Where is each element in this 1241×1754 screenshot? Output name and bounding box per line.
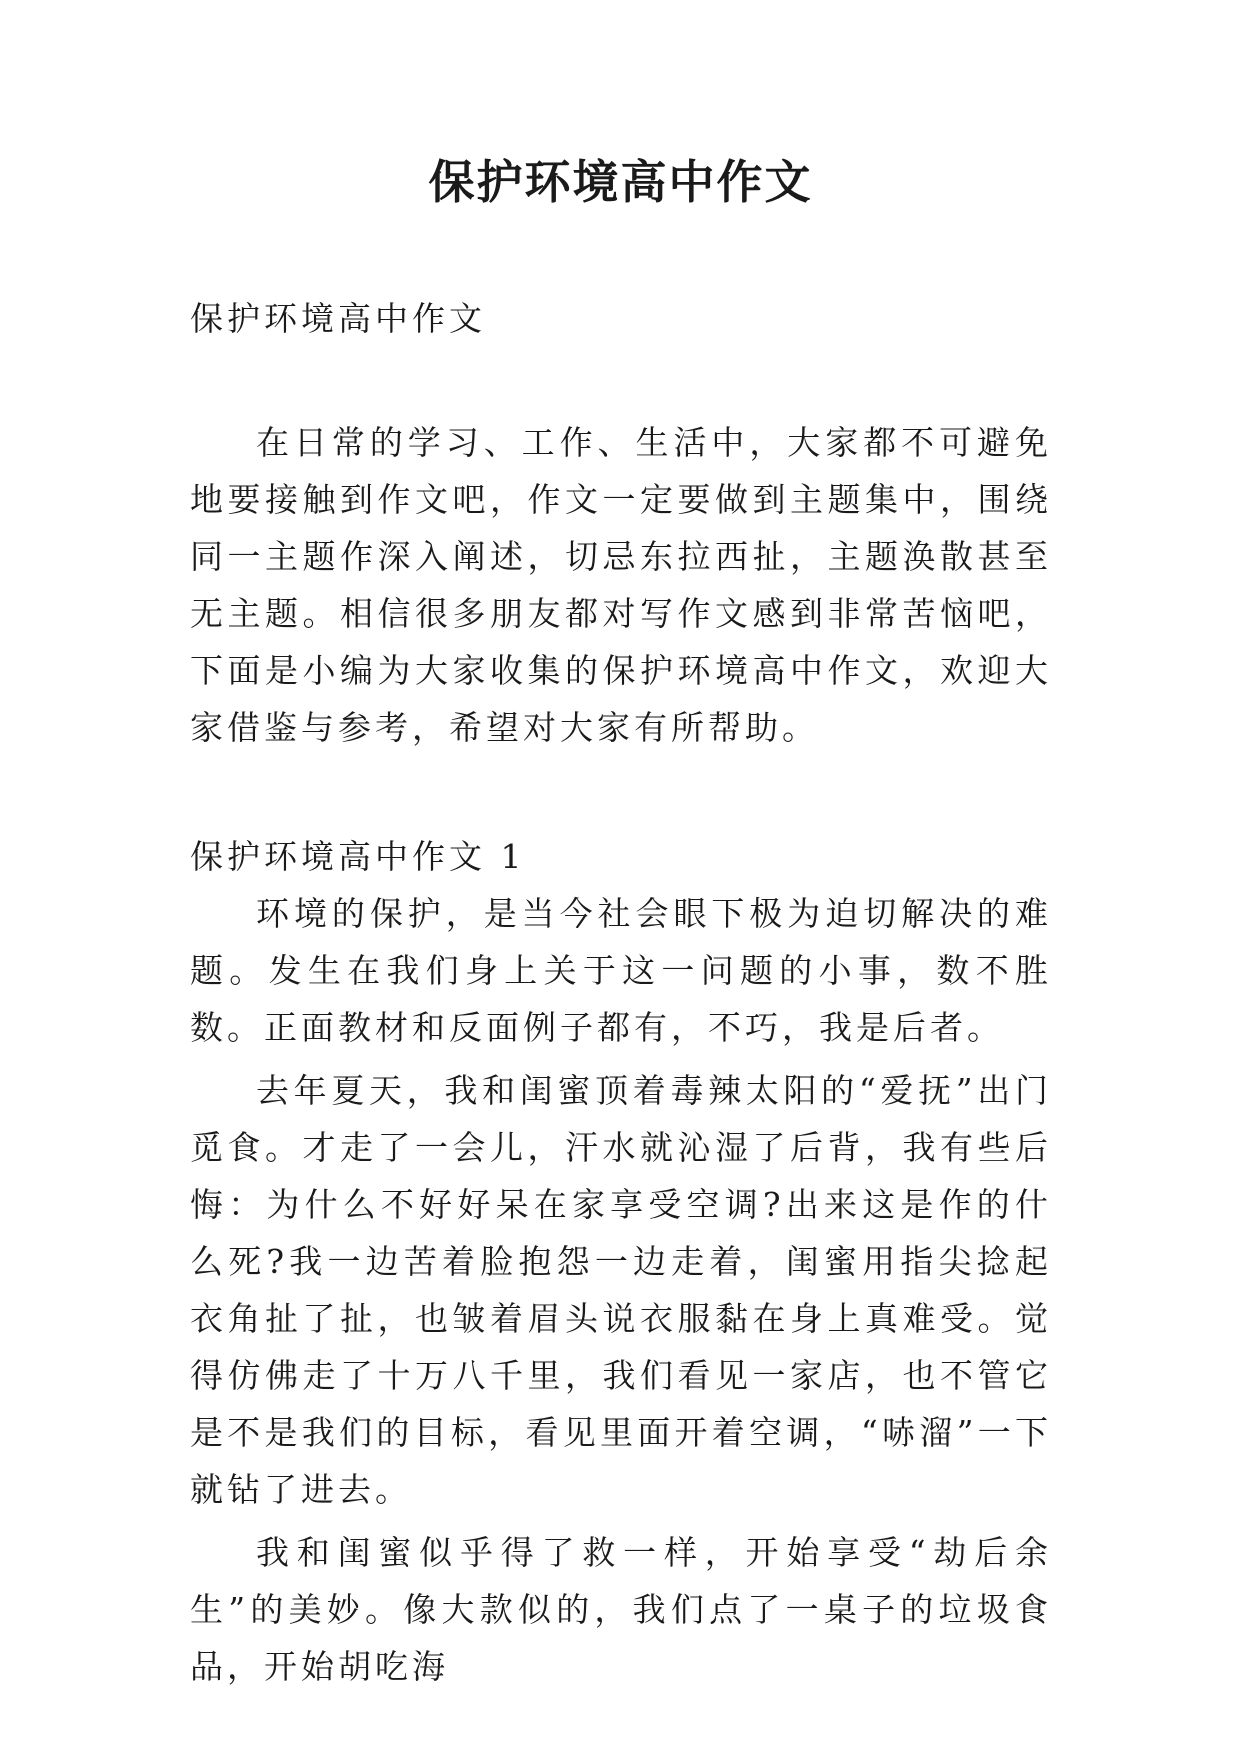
spacer: [190, 756, 1052, 808]
spacer: [190, 347, 1052, 400]
body-paragraph: 环境的保护，是当今社会眼下极为迫切解决的难题。发生在我们身上关于这一问题的小事，数不胜数。正面教材和反面例子都有，不巧，我是后者。: [190, 894, 1052, 1047]
body-paragraph: 我和闺蜜似乎得了救一样，开始享受“劫后余生”的美妙。像大款似的，我们点了一桌子的垃圾食品，开始胡吃海: [190, 1533, 1052, 1686]
intro-paragraph: 在日常的学习、工作、生活中，大家都不可避免地要接触到作文吧，作文一定要做到主题集中，围绕同一主题作深入阐述，切忌东拉西扯，主题涣散甚至无主题。相信很多朋友都对写作文感到非常苦恼吧，下面是小编为大家收集的保护环境高中作文，欢迎大家借鉴与参考，希望对大家有所帮助。: [190, 423, 1052, 747]
body-paragraph: 去年夏天，我和闺蜜顶着毒辣太阳的“爱抚”出门觅食。才走了一会儿，汗水就沁湿了后背，我有些后悔：为什么不好好呆在家享受空调?出来这是作的什么死?我一边苦着脸抱怨一边走着，闺蜜用指尖捻起衣角扯了扯，也皱着眉头说衣服黏在身上真难受。觉得仿佛走了十万八千里，我们看见一家店，也不管它是不是我们的目标，看见里面开着空调，“哧溜”一下就钻了进去。: [190, 1071, 1052, 1509]
document-title: 保护环境高中作文: [428, 155, 813, 209]
section-heading: 保护环境高中作文 1: [190, 837, 526, 876]
document-body: [190, 290, 1052, 1695]
document-subtitle: 保护环境高中作文: [190, 299, 486, 338]
